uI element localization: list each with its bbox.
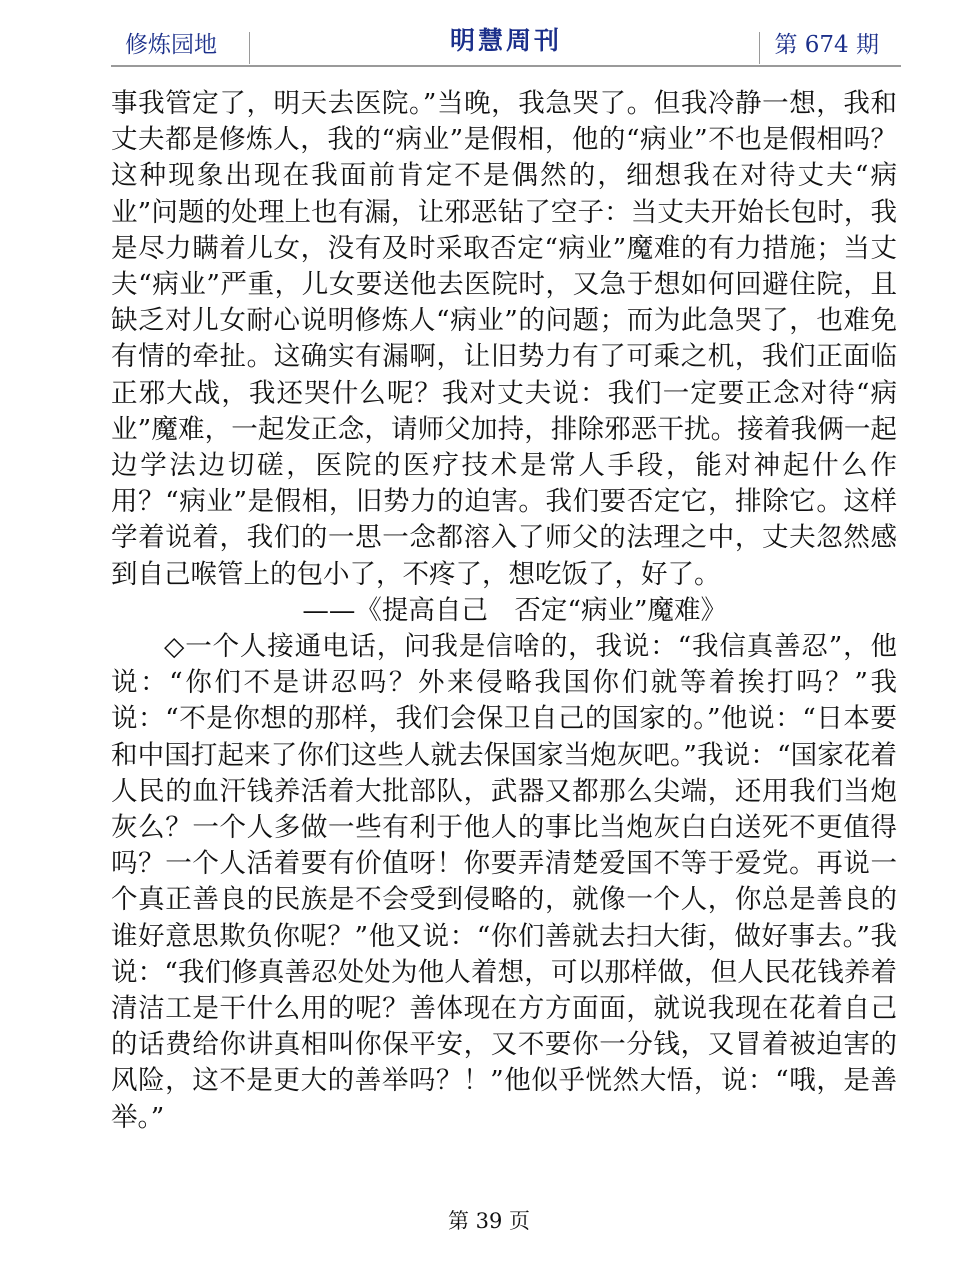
issue-number: 第 674 期 — [774, 32, 879, 58]
page-header — [111, 22, 901, 68]
publication-title: 明慧周刊 — [449, 26, 562, 55]
article-body — [111, 86, 897, 1136]
source-citation: ——《提高自己 否定“病业”魔难》 — [302, 594, 727, 626]
paragraph: ◇一个人接通电话，问我是信啥的，我说：“我信真善忍”，他说：“你们不是讲忍吗？外来侵略我国你们就等着挨打吗？”我说：“不是你想的那样，我们会保卫自己的国家的。”他说：“日本要和中国打起来了你们这些人就去保国家当炮灰吧。”我说：“国家花着人民的血汗钱养活着大批部队，武器又都那么尖端，还用我们当炮灰么？一个人多做一些有利于他人的事比当炮灰白白送死不更值得吗？一个人活着要有价值呀！你要弄清楚爱国不等于爱党。再说一个真正善良的民族是不会受到侵略的，就像一个人，你总是善良的谁好意思欺负你呢？”他又说：“你们善就去扫大街，做好事去。”我说：“我们修真善忍处处为他人着想，可以那样做，但人民花钱养着清洁工是干什么用的呢？善体现在方方面面，就说我现在花着自己的话费给你讲真相叫你保平安，又不要你一分钱，又冒着被迫害的风险，这不是更大的善举吗？！”他似乎恍然大悟，说：“哦，是善举。” — [111, 631, 897, 1133]
paragraph: 事我管定了，明天去医院。”当晚，我急哭了。但我冷静一想，我和丈夫都是修炼人，我的“病业”是假相，他的“病业”不也是假相吗？这种现象出现在我面前肯定不是偶然的，细想我在对待丈夫“病业”问题的处理上也有漏，让邪恶钻了空子：当丈夫开始长包时，我是尽力瞒着儿女，没有及时采取否定“病业”魔难的有力措施；当丈夫“病业”严重，儿女要送他去医院时，又急于想如何回避住院，且缺乏对儿女耐心说明修炼人“病业”的问题；而为此急哭了，也难免有情的牵扯。这确实有漏啊，让旧势力有了可乘之机，我们正面临正邪大战，我还哭什么呢？我对丈夫说：我们一定要正念对待“病业”魔难，一起发正念，请师父加持，排除邪恶干扰。接着我俩一起边学法边切磋，医院的医疗技术是常人手段，能对神起什么作用？“病业”是假相，旧势力的迫害。我们要否定它，排除它。这样学着说着，我们的一思一念都溶入了师父的法理之中，丈夫忽然感到自己喉管上的包小了，不疼了，想吃饭了，好了。 — [111, 88, 897, 590]
section-name: 修炼园地 — [125, 32, 217, 58]
header-rule — [111, 65, 901, 67]
header-divider — [759, 32, 760, 64]
page-number: 第 39 页 — [447, 1209, 531, 1233]
